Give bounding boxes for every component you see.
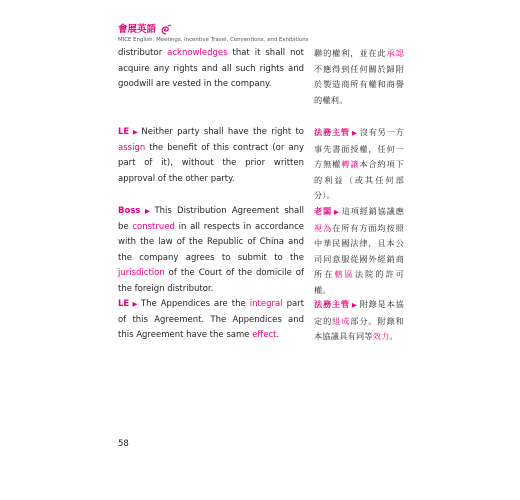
text-segment: of the Court of the domicile of the foreign distributor. <box>118 268 304 294</box>
chinese-text <box>314 125 404 204</box>
english-text <box>118 204 304 297</box>
speaker-label: 法務主管 <box>314 299 350 309</box>
text-segment: 這項經銷協議應 <box>341 206 404 216</box>
key-term: 效力 <box>372 331 390 341</box>
text-segment: . <box>276 330 280 340</box>
triangle-arrow-icon: ▶ <box>142 207 153 215</box>
page-number: 58 <box>118 439 129 449</box>
chinese-text <box>314 297 404 345</box>
key-term: jurisdiction <box>118 268 165 278</box>
swirl-logo-icon <box>159 24 173 36</box>
key-term: construed <box>132 221 175 232</box>
text-segment: The Appendices are the <box>140 299 250 309</box>
speaker-label: LE <box>118 299 130 309</box>
triangle-arrow-icon: ▶ <box>351 301 358 309</box>
english-text <box>118 125 304 187</box>
triangle-arrow-icon: ▶ <box>131 300 139 308</box>
text-segment: distributor <box>118 48 168 58</box>
speaker-label: LE <box>118 127 130 137</box>
key-term: 轉讓 <box>341 159 360 169</box>
key-term: effect <box>252 330 277 340</box>
speaker-label: Boss <box>118 206 141 216</box>
english-text <box>118 46 304 93</box>
key-term: integral <box>249 299 283 309</box>
key-term: 組成 <box>332 315 351 326</box>
english-text <box>118 297 304 344</box>
text-segment: 聯的權利，並在此 <box>314 48 387 58</box>
key-term: 承認 <box>386 48 404 58</box>
text-segment: 本合約項下的利益（或其任何部分）。 <box>314 159 404 200</box>
text-segment: 。 <box>389 331 398 341</box>
triangle-arrow-icon: ▶ <box>351 129 358 137</box>
triangle-arrow-icon: ▶ <box>333 208 340 216</box>
text-segment: the benefit of this contract (or any part of it), without the prior written approval of the other party. <box>118 142 304 184</box>
text-segment: 法院的許可權。 <box>314 269 404 295</box>
book-subtitle: MICE English: Meetings, Incentive Travel, Conventions, and Exhibitions <box>118 37 309 43</box>
key-term: 轄區 <box>334 269 355 279</box>
chinese-text <box>314 204 404 298</box>
text-segment: 不應得到任何關於歸附於製造商所有權和商譽的權利。 <box>314 63 404 105</box>
speaker-label: 法務主管 <box>314 127 350 137</box>
book-title <box>118 24 308 36</box>
key-term: acknowledges <box>167 48 228 58</box>
text-segment: This Distribution Agreement shall be <box>118 206 304 232</box>
text-segment: 部分。附錄和本協議具有同等 <box>314 315 405 341</box>
text-segment: part of this Agreement. The Appendices and this Agreement have the same <box>118 299 304 340</box>
text-segment: 沒有另一方事先書面授權，任何一方無權 <box>314 127 404 169</box>
chinese-text <box>314 46 404 108</box>
key-term: assign <box>118 142 146 153</box>
text-segment: in all respects in accordance with the law of the Republic of China and the company agrees to submit to the <box>118 221 304 263</box>
text-segment: that it shall not acquire any rights and all such rights and goodwill are vested in the company. <box>118 48 305 89</box>
speaker-label: 老闆 <box>314 206 332 216</box>
key-term: 視為 <box>314 222 333 233</box>
running-header <box>118 24 308 45</box>
text-segment: 在所有方面均按照中華民國法律，且本公司同意服從國外經銷商所在 <box>314 222 404 279</box>
text-segment: 附錄是本協定的 <box>314 299 404 326</box>
text-segment: Neither party shall have the right to <box>141 127 305 137</box>
book-title-text: 會展英語 <box>118 24 157 35</box>
triangle-arrow-icon: ▶ <box>131 128 140 136</box>
